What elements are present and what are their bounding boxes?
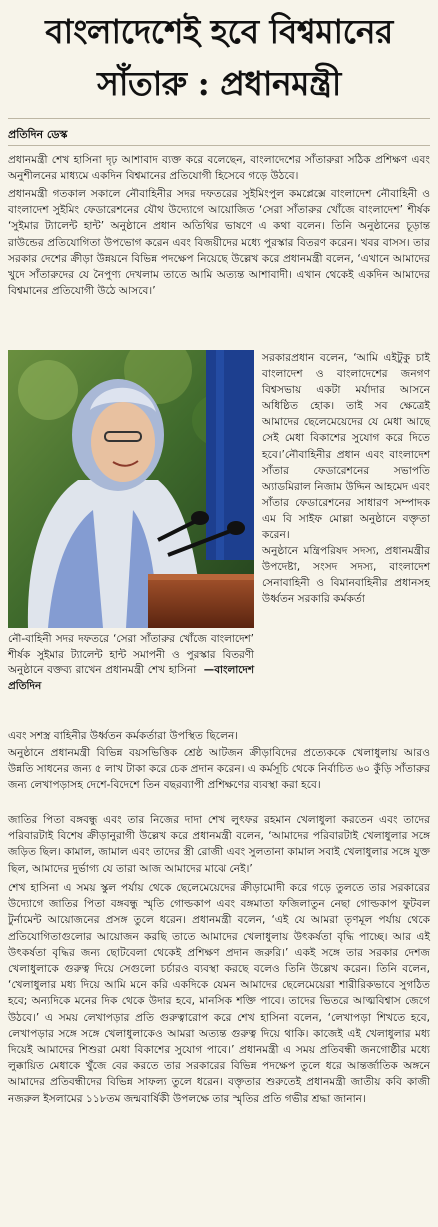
side-paragraph-2: অনুষ্ঠানে মন্ত্রিপরিষদ সদস্য, প্রধানমন্ত্রীর উপদেষ্টা, সংসদ সদস্য, বাংলাদেশ সেনাবাহিনী ও বিমানবাহিনীর প্রধানসহ উর্ধ্বতন সরকারি কর্মকর্তা — [262, 545, 430, 606]
headline-line-1: বাংলাদেশেই হবে বিশ্বমানের — [45, 12, 393, 51]
body-paragraph-4: শেখ হাসিনা এ সময় স্কুল পর্যায় থেকে ছেলেমেয়েদের ক্রীড়ামোদী করে গড়ে তুলতে তার সরকারের উদ্যোগে জাতির পিতা বঙ্গবন্ধু স্মৃতি গোল্ডকাপ এবং বঙ্গমাতা ফজিলাতুন নেছা গোল্ডকাপ ফুটবল টুর্নামেন্ট আয়োজনের প্রসঙ্গ তুলে ধরেন। প্রধানমন্ত্রী বলেন, ‘এই যে আমরা তৃণমূল পর্যায় থেকে প্রতিযোগিতাগুলোর আয়োজন করছি তাতে আমাদের খেলাধুলায় উৎকর্ষতা বৃদ্ধি পাচ্ছে। আর এই উৎকর্ষতা বৃদ্ধির জন্য ছোটবেলা থেকেই প্রশিক্ষণ প্রদান জরুরি।’ একই সঙ্গে তার সরকার দেশজ খেলাধুলাকে গুরুত্ব দিয়ে সেগুলো চর্চারও ব্যবস্থা করছে বলেও তিনি উল্লেখ করেন। তিনি বলেন, ‘খেলাধুলার মধ্য দিয়ে আমি মনে করি একদিকে যেমন আমাদের ছেলেমেয়েরা শারীরিকভাবে সুগঠিত হবে; অন্যদিকে মনের দিক থেকে উদার হবে, মানসিক শক্তি পাবে। তাদের ভিতরে আত্মবিশ্বাস জেগে উঠবে।’ এ সময় লেখাপড়ার প্রতি গুরুত্বারোপ করে শেখ হাসিনা বলেন, ‘লেখাপড়া শিখতে হবে, লেখাপড়ার সঙ্গে সঙ্গে খেলাধুলাকেও আমরা অত্যন্ত গুরুত্ব দিয়ে থাকি। কাজেই এই খেলাধুলার মধ্য দিয়েই আমাদের শিশুরা মেধা বিকাশের সুযোগ পাবে।’ প্রধানমন্ত্রী এ সময় প্রতিবন্ধী জনগোষ্ঠীর মধ্যে লুক্কায়িত মেধাকে খুঁজে বের করতে তার সরকারের বিভিন্ন পদক্ষেপ তুলে ধরে আন্তর্জাতিক অঙ্গনে আমাদের প্রতিবন্ধীদের বিভিন্ন সাফল্য তুলে ধরেন। বক্তৃতার শুরুতেই প্রধানমন্ত্রী জাতীয় কবি কাজী নজরুল ইসলামের ১১৮তম জন্মবার্ষিকী উপলক্ষে তার স্মৃতির প্রতি গভীর শ্রদ্ধা জানান। — [8, 882, 430, 1105]
body-paragraph-3: জাতির পিতা বঙ্গবন্ধু এবং তার নিজের দাদা শেখ লুৎফর রহমান খেলাধুলা করতেন এবং তাদের পরিবারটাই বিশেষ ক্রীড়ানুরাগী উল্লেখ করে প্রধানমন্ত্রী বলেন, ‘আমাদের পরিবারটাই খেলাধুলার সঙ্গে জড়িত ছিল। কামাল, জামাল এবং তাদের স্ত্রী রোজী এবং সুলতানা কামাল সবাই খেলাধুলার সঙ্গে যুক্ত ছিল, আমাদের দুর্ভাগ্য যে তারা আজ আমাদের মাঝে নেই।’ — [8, 814, 430, 875]
headline — [8, 6, 430, 110]
body-paragraph-1: এবং সশস্ত্র বাহিনীর উর্ধ্বতন কর্মকর্তারা উপস্থিত ছিলেন। — [8, 730, 239, 742]
headline-rule — [8, 118, 430, 119]
byline-rule — [8, 145, 430, 146]
caption-credit: —বাংলাদেশ প্রতিদিন — [8, 664, 254, 692]
caption-text: নৌ-বাহিনী সদর দফতরে ‘সেরা সাঁতারুর খোঁজে বাংলাদেশ’ শীর্ষক সুইমার ট্যালেন্ট হান্ট সমাপনী ও পুরস্কার বিতরণী অনুষ্ঠানে বক্তব্য রাখেন প্রধানমন্ত্রী শেখ হাসিনা — [8, 633, 254, 677]
photo-illustration — [8, 350, 254, 628]
body-paragraph-2: অনুষ্ঠানে প্রধানমন্ত্রী বিভিন্ন বয়সভিত্তিক শ্রেষ্ঠ আটজন ক্রীড়াবিদের প্রত্যেককে খেলাধুলায় আরও উন্নতি সাধনের জন্য ৫ লাখ টাকা করে চেক প্রদান করেন। এ কর্মসূচি থেকে নির্বাচিত ৬০ কুঁড়ি সাঁতারুর জন্য লেখাপড়াসহ দেশে-বিদেশে তিন বছরব্যাপী প্রশিক্ষণের ব্যবস্থা করা হবে। — [8, 747, 430, 792]
article-photo — [8, 350, 254, 628]
side-paragraph-1: সরকারপ্রধান বলেন, ‘আমি এইটুকু চাই বাংলাদেশ ও বাংলাদেশের জনগণ বিশ্বসভায় একটা মর্যাদার আসনে অধিষ্ঠিত হোক। তাই সব ক্ষেত্রেই আমাদের ছেলেমেয়েদের যে মেধা আছে সেই মেধা বিকাশের সুযোগ করে দিতে হবে।’নৌবাহিনীর প্রধান এবং বাংলাদেশ সাঁতার ফেডারেশনের সভাপতি অ্যাডমিরাল নিজাম উদ্দিন আহমেদ এবং সাঁতার ফেডারেশনের সাধারণ সম্পাদক এম বি সাইফ মোল্লা অনুষ্ঠানে বক্তৃতা করেন। — [262, 352, 430, 542]
byline: প্রতিদিন ডেস্ক — [8, 128, 68, 141]
side-column — [262, 350, 430, 608]
headline-line-2: সাঁতারু : প্রধানমন্ত্রী — [97, 64, 341, 103]
intro-paragraph-2: প্রধানমন্ত্রী গতকাল সকালে নৌবাহিনীর সদর দফতরের সুইমিংপুল কমপ্লেক্সে বাংলাদেশ নৌবাহিনী ও বাংলাদেশ সুইমিং ফেডারেশনের যৌথ উদ্যোগে আয়োজিত ‘সেরা সাঁতারুর খোঁজে বাংলাদেশ’ শীর্ষক ‘সুইমার ট্যালেন্ট হান্ট’ অনুষ্ঠানে প্রধান অতিথির ভাষণে এ কথা বলেন। তিনি অনুষ্ঠানের চূড়ান্ত রাউন্ডের প্রতিযোগিতা উপভোগ করেন এবং বিজয়ীদের মধ্যে পুরস্কার বিতরণ করেন। খবর বাসস। তার সরকার দেশের ক্রীড়া উন্নয়নে বিভিন্ন পদক্ষেপ নিয়েছে উল্লেখ করে প্রধানমন্ত্রী বলেন, ‘এখানে আমাদের খুদে সাঁতারুদের যে নৈপুণ্য দেখলাম তাতে আমি অত্যন্ত আশাবাদী। এখান থেকেই একদিন আমাদের বিশ্বমানের প্রতিযোগী উঠে আসবে।’ — [8, 188, 430, 298]
intro-paragraph-1: প্রধানমন্ত্রী শেখ হাসিনা দৃঢ় আশাবাদ ব্যক্ত করে বলেছেন, বাংলাদেশের সাঁতারুরা সঠিক প্রশিক্ষণ এবং অনুশীলনের মাধ্যমে একদিন বিশ্বমানের প্রতিযোগী হিসেবে গড়ে উঠবে। — [8, 154, 430, 183]
photo-caption — [8, 632, 254, 694]
